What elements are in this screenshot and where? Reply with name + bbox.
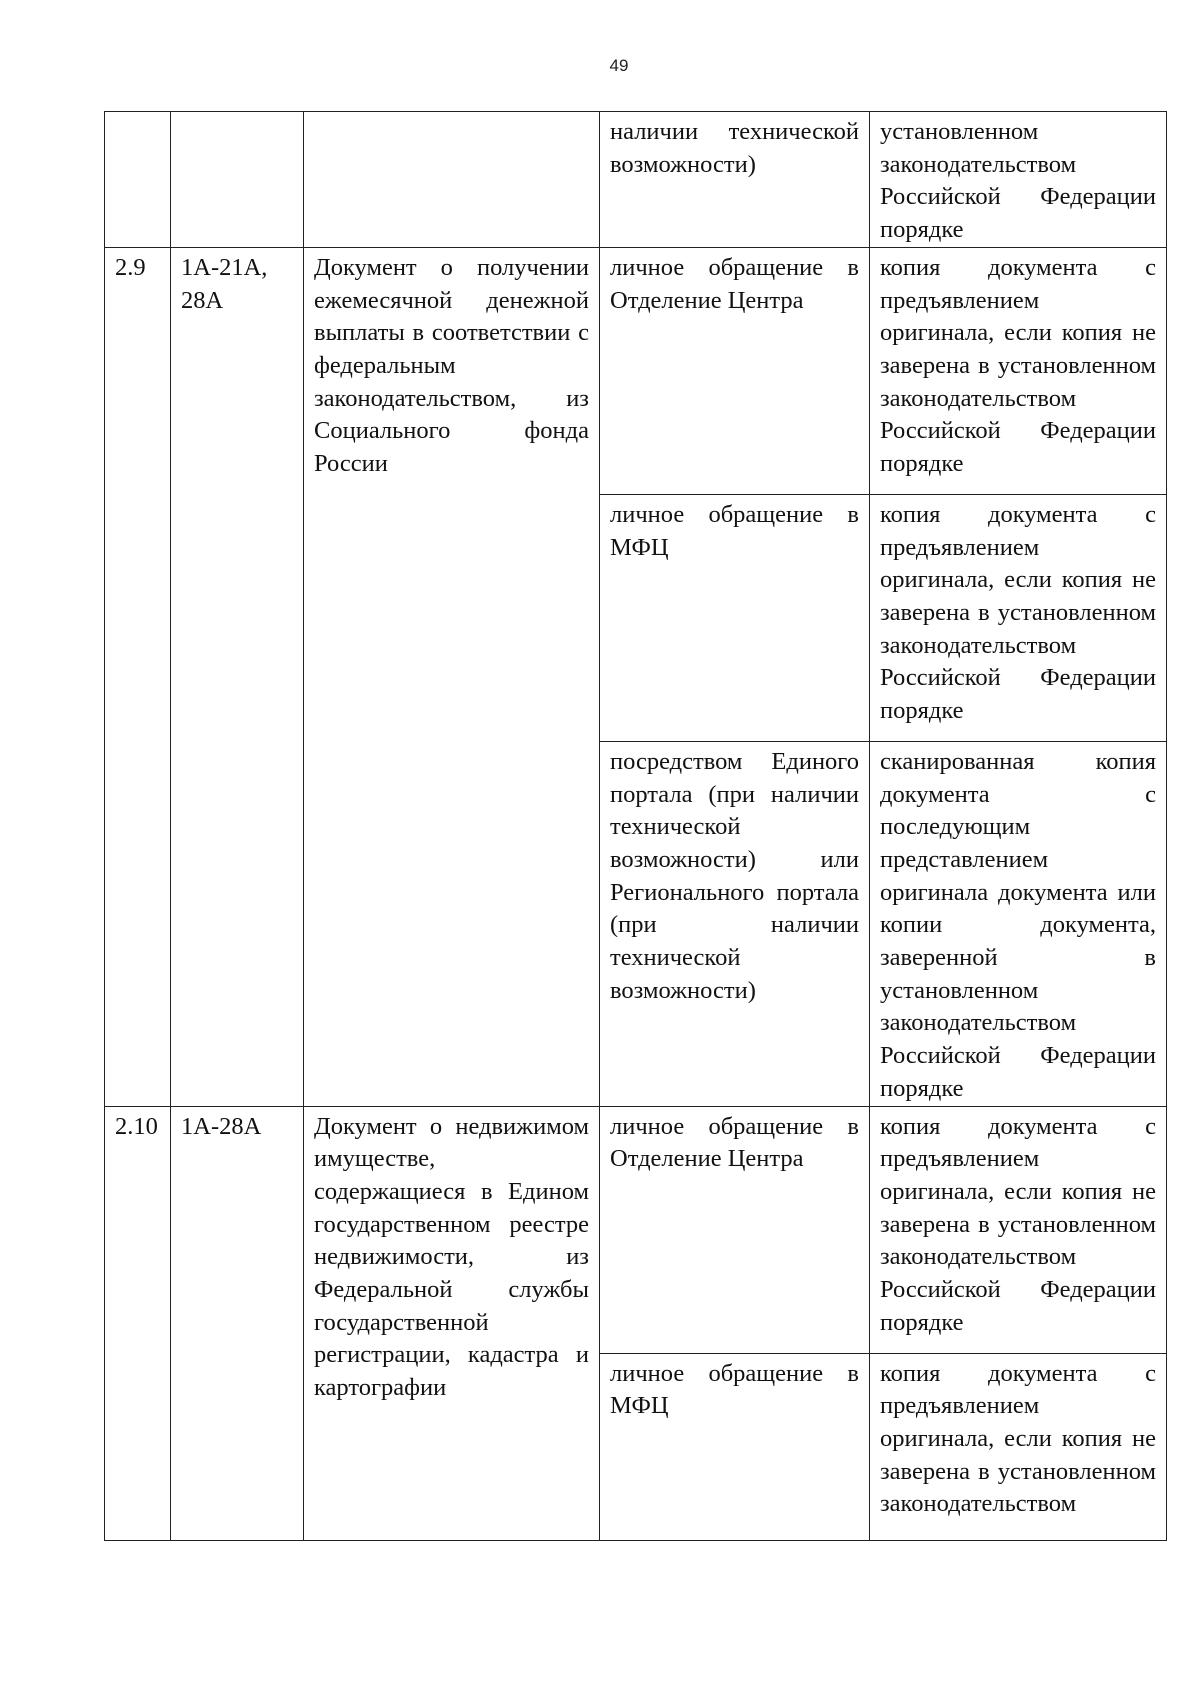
- method-cell: личное обращение в Отделение Центра: [600, 247, 870, 494]
- document-table: [104, 111, 1167, 1541]
- table-row: [105, 247, 1167, 494]
- document-cell: Документ о недвижимом имуществе, содержащиеся в Едином государственном реестре недвижимости, из Федеральной службы государственной регистрации, кадастра и картографии: [304, 1106, 600, 1540]
- table-row: [105, 112, 1167, 248]
- code-cell: 1А-28А: [171, 1106, 304, 1540]
- document-cell: [304, 112, 600, 248]
- method-cell: личное обращение в Отделение Центра: [600, 1106, 870, 1353]
- row-number-cell: [105, 112, 171, 248]
- method-cell: личное обращение в МФЦ: [600, 494, 870, 741]
- table-row: [105, 1106, 1167, 1353]
- form-cell: копия документа с предъявлением оригинала, если копия не заверена в установленном законодательством Российской Федерации порядке: [870, 1106, 1167, 1353]
- code-cell: 1А-21А, 28А: [171, 247, 304, 1106]
- form-cell: копия документа с предъявлением оригинала, если копия не заверена в установленном законодательством: [870, 1353, 1167, 1540]
- document-cell: Документ о получении ежемесячной денежной выплаты в соответствии с федеральным законодательством, из Социального фонда России: [304, 247, 600, 1106]
- method-cell: личное обращение в МФЦ: [600, 1353, 870, 1540]
- page-number: 49: [609, 56, 629, 75]
- method-cell: наличии технической возможности): [600, 112, 870, 248]
- form-cell: установленном законодательством Российской Федерации порядке: [870, 112, 1167, 248]
- form-cell: копия документа с предъявлением оригинала, если копия не заверена в установленном законодательством Российской Федерации порядке: [870, 494, 1167, 741]
- form-cell: копия документа с предъявлением оригинала, если копия не заверена в установленном законодательством Российской Федерации порядке: [870, 247, 1167, 494]
- row-number-cell: 2.10: [105, 1106, 171, 1540]
- row-number-cell: 2.9: [105, 247, 171, 1106]
- form-cell: сканированная копия документа с последующим представлением оригинала документа или копии документа, заверенной в установленном законодательством Российской Федерации порядке: [870, 741, 1167, 1106]
- method-cell: посредством Единого портала (при наличии технической возможности) или Регионального портала (при наличии технической возможности): [600, 741, 870, 1106]
- code-cell: [171, 112, 304, 248]
